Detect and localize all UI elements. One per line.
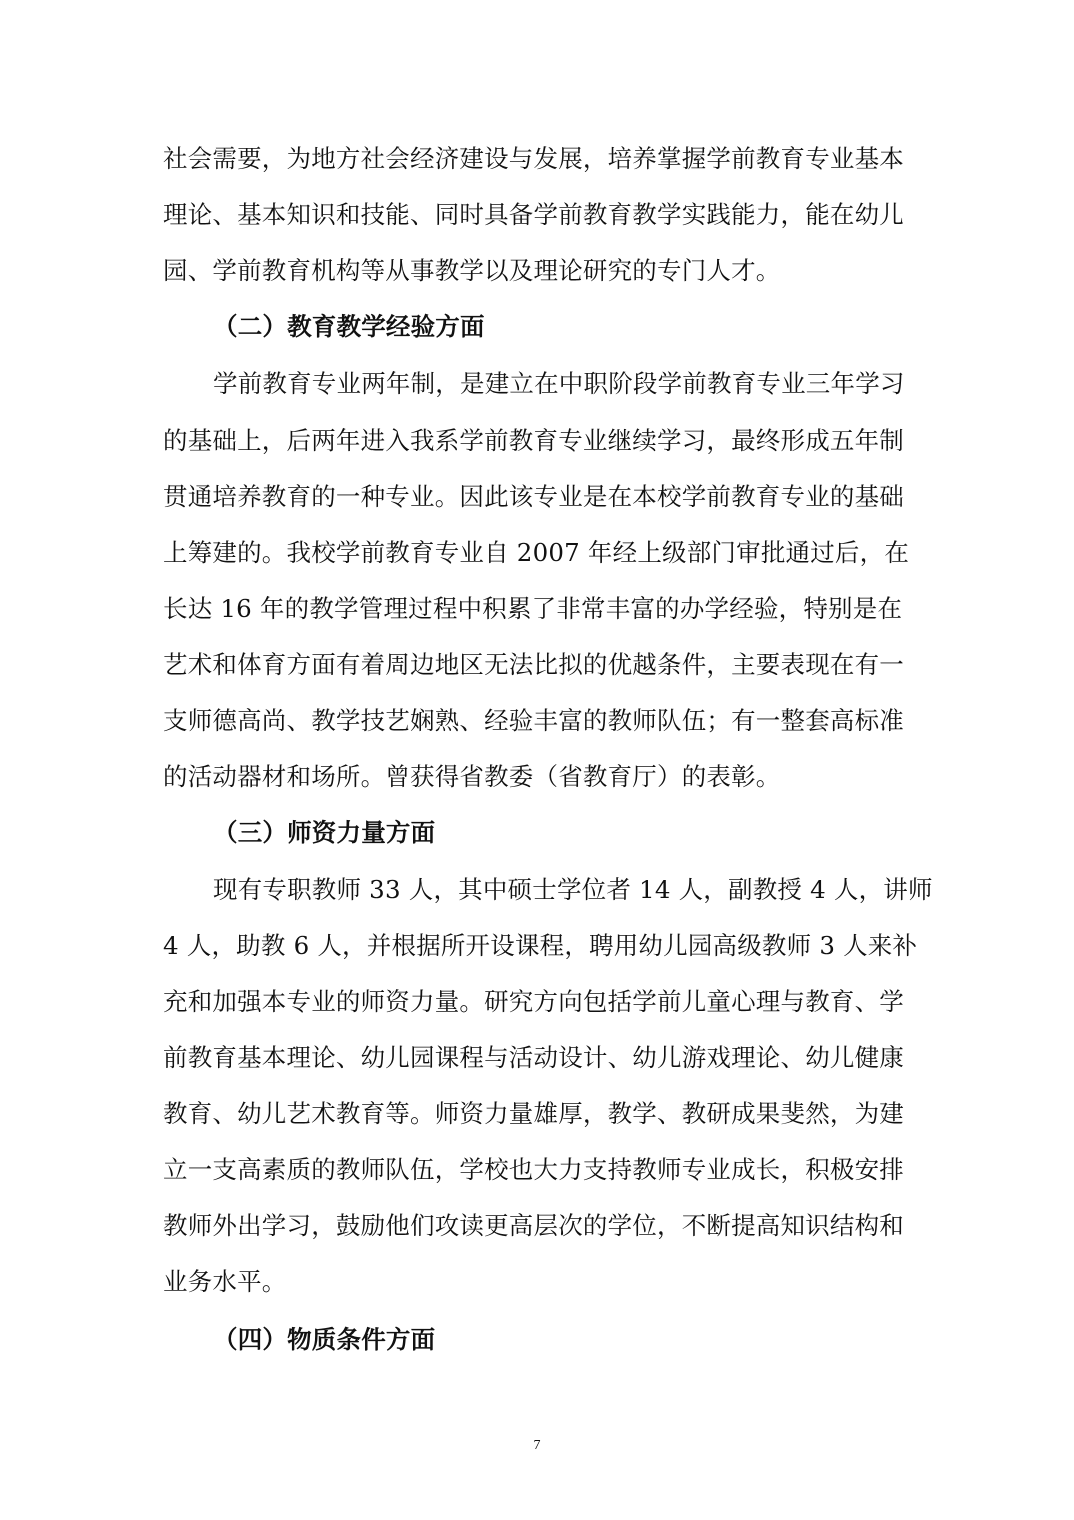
text-line: 理论、基本知识和技能、同时具备学前教育教学实践能力，能在幼儿 [163,200,904,229]
text-line: 现有专职教师 33 人，其中硕士学位者 14 人，副教授 4 人，讲师 [213,875,933,904]
text-line: 艺术和体育方面有着周边地区无法比拟的优越条件，主要表现在有一 [163,650,904,679]
section-heading: （三）师资力量方面 [213,818,436,847]
text-line: 4 人，助教 6 人，并根据所开设课程，聘用幼儿园高级教师 3 人来补 [163,931,918,960]
text-line: 立一支高素质的教师队伍，学校也大力支持教师专业成长，积极安排 [163,1155,904,1184]
text-line: 业务水平。 [163,1267,287,1296]
text-line: 充和加强本专业的师资力量。研究方向包括学前儿童心理与教育、学 [163,987,904,1016]
text-line: 教育、幼儿艺术教育等。师资力量雄厚，教学、教研成果斐然，为建 [163,1099,904,1128]
text-line: 学前教育专业两年制，是建立在中职阶段学前教育专业三年学习 [213,369,905,398]
text-line: 的基础上，后两年进入我系学前教育专业继续学习，最终形成五年制 [163,426,904,455]
text-line: 前教育基本理论、幼儿园课程与活动设计、幼儿游戏理论、幼儿健康 [163,1043,904,1072]
text-line: 园、学前教育机构等从事教学以及理论研究的专门人才。 [163,256,781,285]
section-heading: （四）物质条件方面 [213,1325,436,1354]
text-line: 支师德高尚、教学技艺娴熟、经验丰富的教师队伍；有一整套高标准 [163,706,904,735]
text-line: 贯通培养教育的一种专业。因此该专业是在本校学前教育专业的基础 [163,482,904,511]
text-line: 长达 16 年的教学管理过程中积累了非常丰富的办学经验，特别是在 [163,594,903,623]
text-line: 上筹建的。我校学前教育专业自 2007 年经上级部门审批通过后，在 [163,538,910,567]
page-number: 7 [533,1438,541,1453]
text-line: 社会需要，为地方社会经济建设与发展，培养掌握学前教育专业基本 [163,144,904,173]
section-heading: （二）教育教学经验方面 [213,312,485,341]
text-line: 的活动器材和场所。曾获得省教委（省教育厅）的表彰。 [163,762,781,791]
text-line: 教师外出学习，鼓励他们攻读更高层次的学位，不断提高知识结构和 [163,1211,904,1240]
